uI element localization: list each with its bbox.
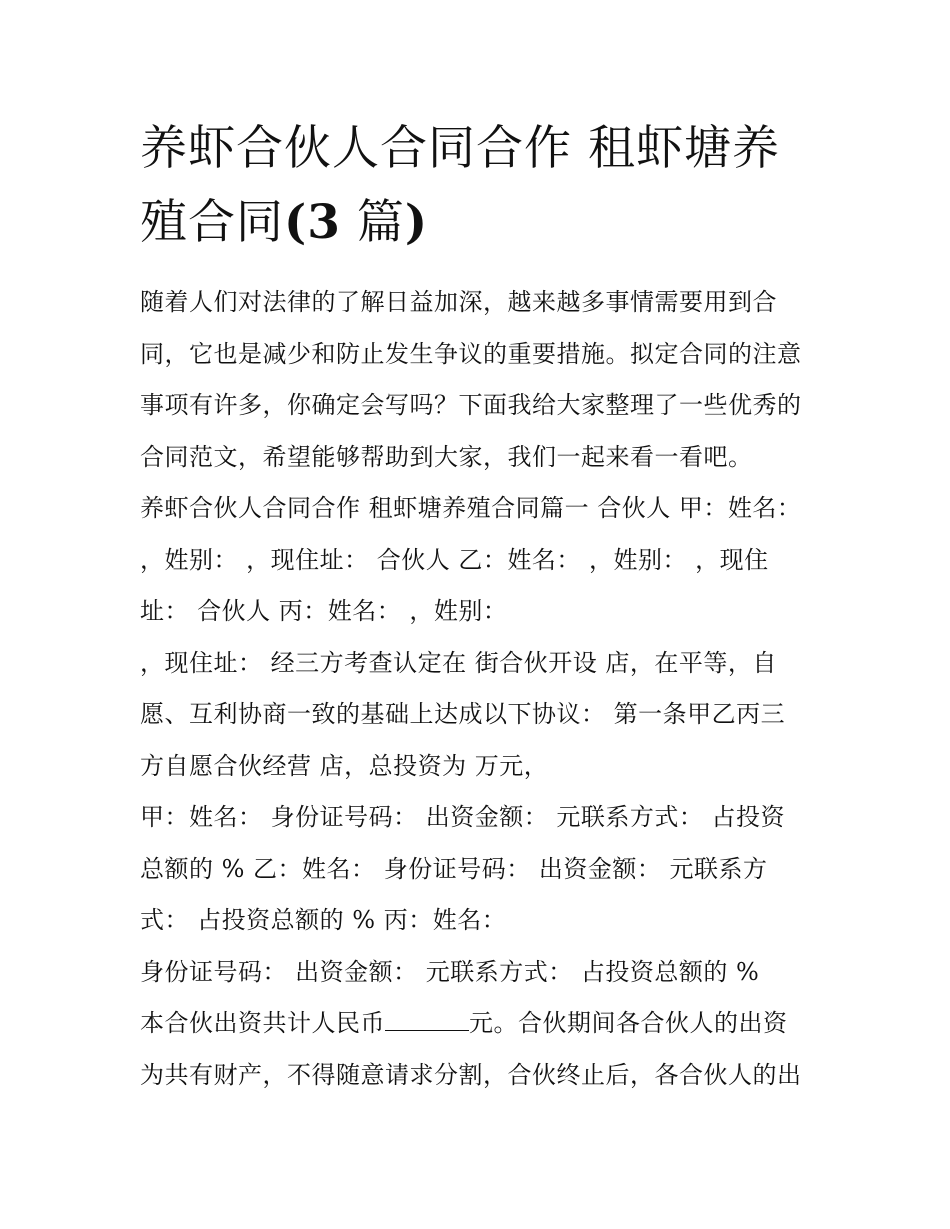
title-line-2 [140, 186, 830, 260]
body-line: 身份证号码： 出资金额： 元联系方式： 占投资总额的 % [140, 957, 760, 986]
amount-blank [385, 1008, 469, 1031]
title-count-open: (3 [284, 195, 341, 250]
title-count-unit: 篇 [356, 195, 405, 250]
blank-line-suffix: 元。合伙期间各合伙人的出资 [469, 1009, 788, 1037]
body-line: 总额的 % 乙：姓名： 身份证号码： 出资金额： 元联系方 [140, 854, 768, 883]
title-line-2-prefix: 殖合同 [140, 195, 284, 250]
blank-line-prefix: 本合伙出资共计人民币 [140, 1009, 385, 1037]
body-line: 方自愿合伙经营 店，总投资为 万元， [140, 751, 549, 780]
document-body [140, 280, 830, 1104]
body-line: ，现住址： 经三方考查认定在 街合伙开设 店，在平等，自 [140, 648, 777, 677]
body-line: 事项有许多，你确定会写吗？下面我给大家整理了一些优秀的 [140, 391, 802, 419]
body-line: 随着人们对法律的了解日益加深，越来越多事情需要用到合 [140, 288, 777, 316]
document-title [140, 112, 830, 260]
body-line: 合同范文，希望能够帮助到大家，我们一起来看一看吧。 [140, 442, 753, 471]
body-line: ，姓别： ，现住址： 合伙人 乙：姓名： ，姓别： ，现住 [140, 545, 769, 574]
body-line: 养虾合伙人合同合作 租虾塘养殖合同篇一 合伙人 甲：姓名： [140, 494, 802, 522]
title-line-1: 养虾合伙人合同合作 租虾塘养 [140, 121, 780, 176]
body-line: 式： 占投资总额的 % 丙：姓名： [140, 906, 507, 934]
body-line: 愿、互利协商一致的基础上达成以下协议： 第一条甲乙丙三 [140, 700, 786, 728]
body-line-with-blank [140, 1001, 830, 1053]
body-line: 甲：姓名： 身份证号码： 出资金额： 元联系方式： 占投资 [140, 803, 786, 831]
title-count-close: ) [404, 195, 429, 250]
body-line: 为共有财产，不得随意请求分割，合伙终止后，各合伙人的出 [140, 1060, 802, 1089]
body-line: 同，它也是减少和防止发生争议的重要措施。拟定合同的注意 [140, 339, 802, 368]
body-line: 址： 合伙人 丙：姓名： ，姓别： [140, 597, 508, 625]
